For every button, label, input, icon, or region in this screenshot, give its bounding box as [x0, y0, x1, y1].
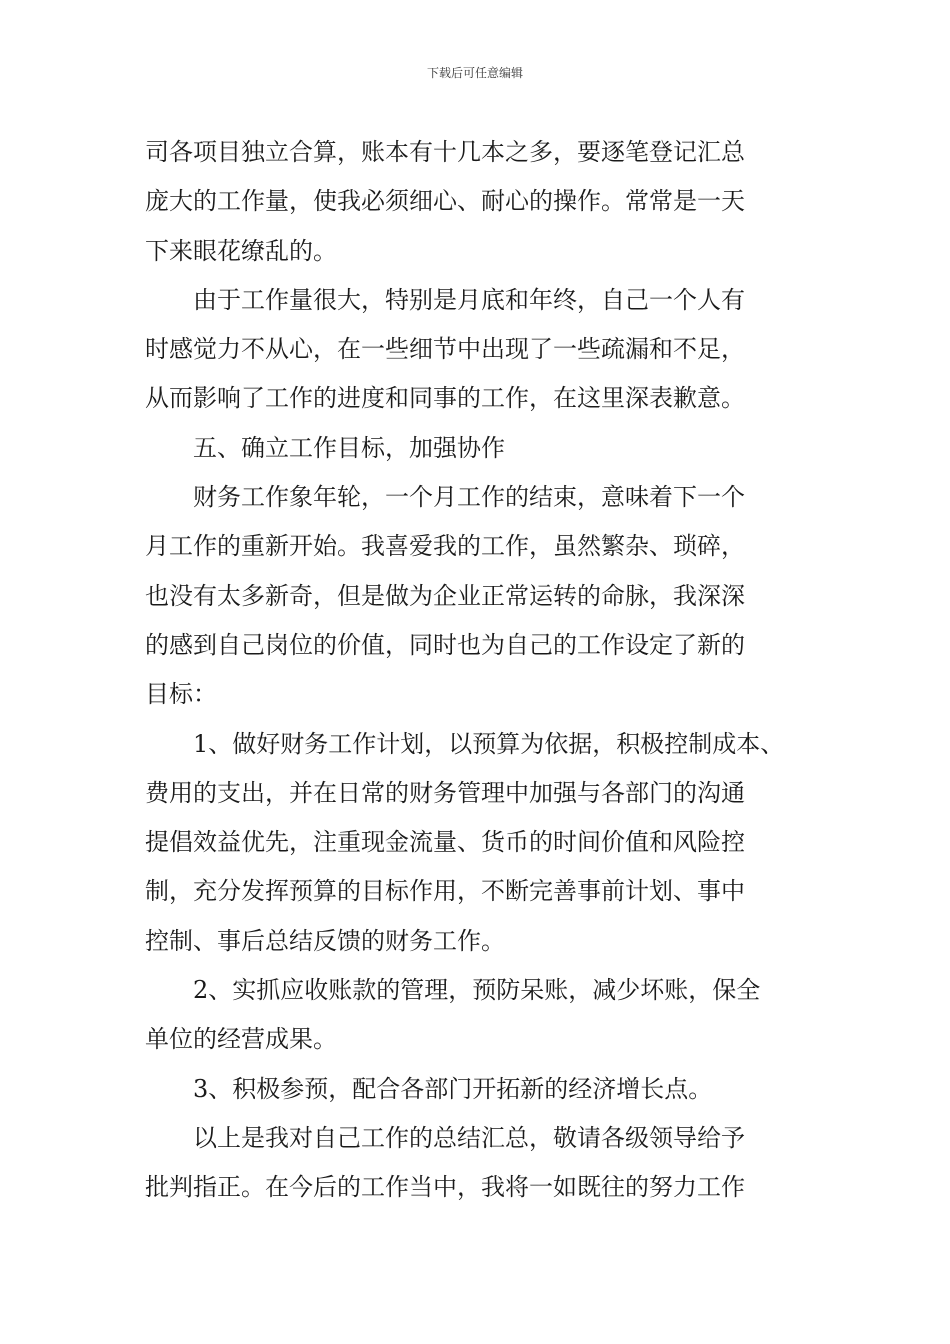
document-body: [145, 128, 815, 1213]
text-line: 时感觉力不从心，在一些细节中出现了一些疏漏和不足，: [145, 335, 745, 364]
text-line: 批判指正。在今后的工作当中，我将一如既往的努力工作: [145, 1173, 745, 1202]
text-line: 以上是我对自己工作的总结汇总，敬请各级领导给予: [193, 1123, 745, 1152]
list-item: 3、积极参预，配合各部门开拓新的经济增长点。: [193, 1074, 713, 1103]
text-line: 庞大的工作量，使我必须细心、耐心的操作。常常是一天: [145, 187, 745, 216]
text-line: 月工作的重新开始。我喜爱我的工作，虽然繁杂、琐碎，: [145, 532, 745, 561]
page-header: 下载后可任意编辑: [426, 66, 523, 80]
text-line: 的感到自己岗位的价值，同时也为自己的工作设定了新的: [145, 630, 745, 659]
text-line: 费用的支出，并在日常的财务管理中加强与各部门的沟通: [145, 778, 745, 807]
text-line: 单位的经营成果。: [145, 1025, 337, 1054]
text-line: 也没有太多新奇，但是做为企业正常运转的命脉，我深深: [145, 581, 745, 610]
list-item: 1、做好财务工作计划，以预算为依据，积极控制成本、: [193, 729, 785, 758]
text-line: 财务工作象年轮，一个月工作的结束，意味着下一个: [193, 483, 745, 512]
text-line: 司各项目独立合算，账本有十几本之多，要逐笔登记汇总: [145, 138, 745, 166]
text-line: 提倡效益优先，注重现金流量、货币的时间价值和风险控: [145, 828, 745, 857]
section-heading: 五、确立工作目标，加强协作: [193, 433, 505, 462]
text-line: 制，充分发挥预算的目标作用，不断完善事前计划、事中: [145, 877, 745, 906]
text-line: 目标：: [145, 680, 217, 709]
list-item: 2、实抓应收账款的管理，预防呆账，减少坏账，保全: [193, 976, 761, 1005]
text-line: 下来眼花缭乱的。: [145, 236, 337, 265]
text-line: 控制、事后总结反馈的财务工作。: [145, 926, 505, 955]
text-line: 从而影响了工作的进度和同事的工作，在这里深表歉意。: [145, 384, 745, 413]
text-line: 由于工作量很大，特别是月底和年终，自己一个人有: [193, 285, 745, 314]
